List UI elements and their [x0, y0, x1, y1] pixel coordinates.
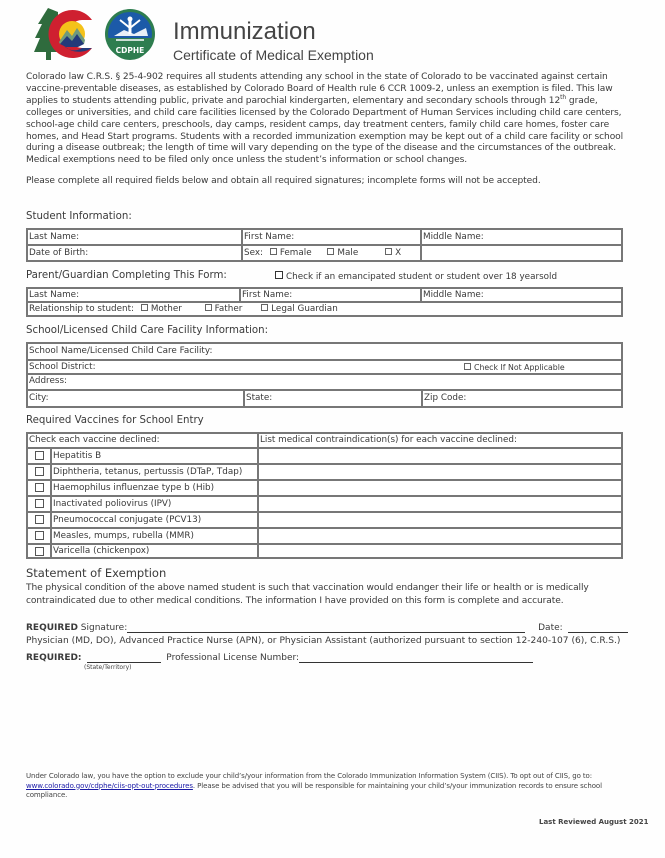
student-info-heading: Student Information:	[26, 211, 132, 222]
parent-last-name-field[interactable]	[28, 289, 241, 301]
emancipated-label: Check if an emancipated student or student over 18 yearsold	[286, 272, 558, 282]
contraindication-field[interactable]	[259, 513, 621, 527]
student-dob-label: Date of Birth:	[29, 248, 89, 258]
sex-male-label: Male	[337, 248, 359, 258]
student-dob-field[interactable]	[28, 246, 243, 262]
school-info-table	[26, 342, 623, 408]
school-info-heading: School/Licensed Child Care Facility Information:	[26, 325, 269, 336]
checkbox-icon[interactable]	[35, 531, 44, 540]
vaccine-checkbox-cell[interactable]	[28, 497, 52, 511]
sex-male-option[interactable]	[327, 246, 358, 260]
cdphe-logo	[104, 8, 156, 60]
sex-x-option[interactable]	[385, 246, 401, 260]
license-number-field[interactable]	[299, 653, 533, 663]
emancipated-checkbox-option[interactable]	[275, 271, 557, 282]
checkbox-icon[interactable]	[327, 248, 334, 255]
school-city-field[interactable]	[28, 391, 245, 408]
father-label: Father	[214, 304, 243, 314]
relationship-father-option[interactable]	[205, 303, 243, 316]
vaccine-name: Hepatitis B	[52, 449, 259, 463]
checkbox-icon[interactable]	[261, 304, 268, 311]
vaccine-row-pcv13	[28, 513, 621, 529]
vaccine-name: Varicella (chickenpox)	[52, 545, 259, 559]
vaccine-checkbox-cell[interactable]	[28, 545, 52, 559]
school-row-district	[28, 361, 621, 375]
parent-middle-name-label: Middle Name:	[423, 290, 484, 300]
page-subtitle: Certificate of Medical Exemption	[173, 47, 374, 63]
vaccine-checkbox-cell[interactable]	[28, 465, 52, 479]
vaccine-name: Haemophilus influenzae type b (Hib)	[52, 481, 259, 495]
school-city-label: City:	[29, 393, 49, 403]
last-reviewed: Last Reviewed August 2021	[539, 818, 649, 826]
checkbox-icon[interactable]	[35, 499, 44, 508]
required-label: REQUIRED	[26, 623, 78, 633]
vaccine-name: Pneumococcal conjugate (PCV13)	[52, 513, 259, 527]
student-first-name-field[interactable]	[243, 230, 422, 244]
vaccine-row-varicella	[28, 545, 621, 559]
sex-female-label: Female	[279, 248, 312, 258]
signature-row	[26, 623, 628, 633]
state-territory-caption: (State/Territory)	[84, 664, 132, 671]
school-address-label: Address:	[29, 376, 67, 386]
student-middle-name-field[interactable]	[422, 230, 621, 244]
school-row-name	[28, 344, 621, 361]
checkbox-icon[interactable]	[275, 271, 283, 279]
state-territory-field[interactable]	[87, 653, 161, 663]
contraindication-field[interactable]	[259, 481, 621, 495]
checkbox-icon[interactable]	[35, 451, 44, 460]
vaccine-checkbox-cell[interactable]	[28, 529, 52, 543]
footer-text-2: . Please be advised that you will be responsible for maintaining your child’s/your immunization records to ensure school compliance.	[26, 781, 602, 799]
vaccine-name: Diphtheria, tetanus, pertussis (DTaP, Tdap)	[52, 465, 259, 479]
colorado-logo	[34, 6, 100, 62]
student-row-names	[28, 230, 621, 246]
legal-guardian-label: Legal Guardian	[271, 304, 338, 314]
mother-label: Mother	[150, 304, 182, 314]
vaccine-checkbox-cell[interactable]	[28, 513, 52, 527]
license-label: Professional License Number:	[166, 653, 300, 663]
vaccine-name: Measles, mumps, rubella (MMR)	[52, 529, 259, 543]
col1-header-text: Check each vaccine declined:	[29, 435, 160, 445]
signature-label: Signature:	[77, 623, 128, 633]
checkbox-icon[interactable]	[385, 248, 392, 255]
intro-paragraph	[26, 72, 626, 167]
checkbox-icon[interactable]	[35, 547, 44, 556]
vaccine-row-hepb	[28, 449, 621, 465]
student-row-dob-sex	[28, 246, 621, 262]
vaccine-checkbox-cell[interactable]	[28, 481, 52, 495]
school-state-field[interactable]	[245, 391, 423, 408]
contraindication-field[interactable]	[259, 497, 621, 511]
intro-text-2: grade, colleges or universities, and child care facilities licensed by the Colorado Department of Human Services including child care centers, school-age child care centers, preschools, day camps, resident camps, day treatment centers, family child care homes, foster care homes, and Head Start programs. Students with a recorded immunization exemption may be kept out of a child care facility or school during a disease outbreak; the length of time will vary depending on the type of the disease and the circumstances of the outbreak. Medical exemptions need to be filed only once unless the student’s information or school changes.	[26, 95, 624, 166]
relationship-group	[28, 303, 621, 317]
school-state-label: State:	[246, 393, 273, 403]
parent-middle-name-field[interactable]	[422, 289, 621, 301]
vaccines-header-row	[28, 434, 621, 449]
contraindication-field[interactable]	[259, 545, 621, 559]
school-name-field[interactable]	[28, 344, 621, 359]
vaccine-row-ipv	[28, 497, 621, 513]
school-zip-label: Zip Code:	[424, 393, 467, 403]
relationship-guardian-option[interactable]	[261, 303, 338, 316]
date-field[interactable]	[568, 623, 628, 633]
school-zip-field[interactable]	[423, 391, 621, 408]
checkbox-icon[interactable]	[464, 363, 471, 370]
not-applicable-option[interactable]	[464, 362, 565, 373]
vaccines-table	[26, 432, 623, 559]
relationship-label: Relationship to student:	[29, 304, 135, 314]
school-name-label: School Name/Licensed Child Care Facility:	[29, 346, 213, 356]
checkbox-icon[interactable]	[141, 304, 148, 311]
parent-first-name-field[interactable]	[241, 289, 422, 301]
vaccine-name: Inactivated poliovirus (IPV)	[52, 497, 259, 511]
student-info-table	[26, 228, 623, 262]
checkbox-icon[interactable]	[35, 515, 44, 524]
not-applicable-label: Check If Not Applicable	[474, 363, 565, 372]
ciis-opt-out-link[interactable]: www.colorado.gov/cdphe/ciis-opt-out-procedures	[26, 781, 193, 790]
intro-text-1: Colorado law C.R.S. § 25-4-902 requires all students attending any school in the state of Colorado to be vaccinated against certain vaccine-preventable diseases, as established by Colorado Board of Health rule 6 CCR 1009-2, unless an exemption is filed. This law applies to students attending public, private and parochial kindergarten, elementary and secondary schools through 12	[26, 72, 613, 106]
vaccine-row-dtap	[28, 465, 621, 481]
checkbox-icon[interactable]	[205, 304, 212, 311]
school-row-city	[28, 391, 621, 408]
vaccines-heading: Required Vaccines for School Entry	[26, 415, 204, 426]
sex-x-label: X	[395, 248, 402, 258]
required-label-2: REQUIRED:	[26, 653, 82, 663]
parent-info-heading: Parent/Guardian Completing This Form:	[26, 270, 227, 281]
parent-info-table	[26, 287, 623, 317]
sex-female-option[interactable]	[270, 246, 312, 260]
page-title: Immunization	[173, 18, 316, 45]
checkbox-icon[interactable]	[35, 483, 44, 492]
statement-text: The physical condition of the above named student is such that vaccination would endanger their life or health or is medically contraindicated due to other medical conditions. The information I have provided on this form is complete and accurate.	[26, 583, 589, 606]
instructions-text: Please complete all required fields below and obtain all required signatures; incomplete forms will not be accepted.	[26, 176, 541, 186]
student-first-name-label: First Name:	[244, 232, 295, 242]
school-row-address	[28, 375, 621, 391]
student-middle-name-label: Middle Name:	[423, 232, 484, 242]
contraindication-field[interactable]	[259, 449, 621, 463]
date-label: Date:	[538, 623, 563, 633]
statement-heading: Statement of Exemption	[26, 566, 167, 580]
school-address-field[interactable]	[28, 375, 621, 389]
parent-last-name-label: Last Name:	[29, 290, 80, 300]
student-last-name-field[interactable]	[28, 230, 243, 244]
parent-first-name-label: First Name:	[242, 290, 293, 300]
ciis-footer-text	[26, 772, 626, 801]
contraindication-field[interactable]	[259, 529, 621, 543]
intro-superscript: th	[560, 93, 567, 101]
vaccine-row-hib	[28, 481, 621, 497]
checkbox-icon[interactable]	[270, 248, 277, 255]
signature-field[interactable]	[127, 623, 525, 633]
parent-row-relationship	[28, 303, 621, 317]
parent-row-names	[28, 289, 621, 303]
vaccine-checkbox-cell[interactable]	[28, 449, 52, 463]
student-sex-group	[243, 246, 422, 262]
provider-note: Physician (MD, DO), Advanced Practice Nurse (APN), or Physician Assistant (authorized pursuant to section 12-240-107 (6), C.R.S.)	[26, 636, 621, 646]
cdphe-logo-label: CDPHE	[115, 46, 145, 55]
student-last-name-label: Last Name:	[29, 232, 80, 242]
vaccines-col2-header	[259, 434, 621, 447]
license-row	[26, 653, 533, 663]
vaccine-row-mmr	[28, 529, 621, 545]
contraindication-field[interactable]	[259, 465, 621, 479]
relationship-mother-option[interactable]	[141, 303, 182, 316]
footer-text-1: Under Colorado law, you have the option to exclude your child’s/your information from the Colorado Immunization Information System (CIIS). To opt out of CIIS, go to:	[26, 772, 592, 780]
sex-label: Sex:	[244, 248, 264, 258]
checkbox-icon[interactable]	[35, 467, 44, 476]
school-district-label: School District:	[29, 362, 96, 372]
student-empty-cell	[422, 246, 621, 262]
col2-header-text: List medical contraindication(s) for each vaccine declined:	[260, 435, 517, 445]
vaccines-col1-header	[28, 434, 259, 447]
